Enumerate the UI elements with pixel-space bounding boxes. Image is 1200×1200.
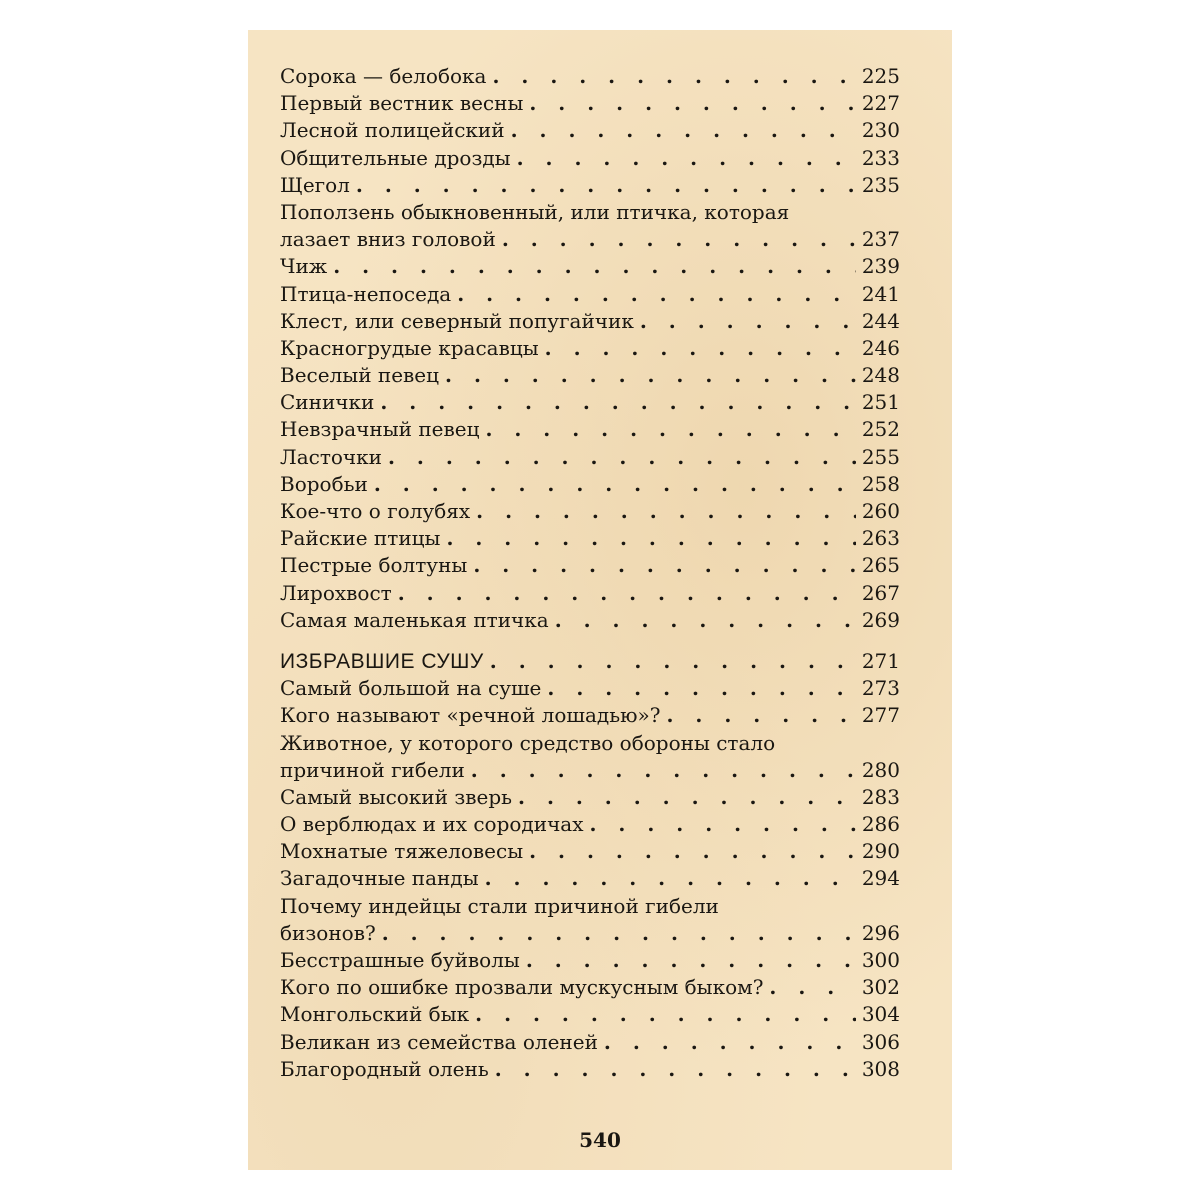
toc-entry — [280, 281, 900, 308]
toc-entry — [280, 784, 900, 811]
dot-leader — [529, 838, 856, 865]
toc-entry-page-number: 227 — [861, 91, 900, 116]
dot-leader — [590, 811, 856, 838]
dot-leader — [475, 1001, 856, 1028]
toc-entry-page-number: 248 — [861, 363, 900, 388]
toc-entry — [280, 893, 900, 920]
toc-entry — [280, 498, 900, 525]
toc-section-heading — [280, 648, 900, 675]
toc-entry-page-number: 246 — [861, 335, 900, 360]
dot-leader — [374, 471, 856, 498]
toc-entry-title: Самая маленькая птичка — [280, 607, 549, 632]
toc-entry-title: лазает вниз головой — [280, 227, 496, 252]
toc-entry — [280, 811, 900, 838]
toc-entry — [280, 525, 900, 552]
dot-leader — [445, 362, 856, 389]
toc-entry-page-number: 294 — [861, 866, 900, 891]
toc-entry — [280, 974, 900, 1001]
toc-entry-page-number: 258 — [861, 471, 900, 496]
toc-entry — [280, 389, 900, 416]
toc-entry-title: Почему индейцы стали причиной гибели — [280, 893, 719, 918]
toc-entry — [280, 552, 900, 579]
page-number: 540 — [579, 1128, 621, 1152]
dot-leader — [495, 1056, 856, 1083]
section-page-number: 271 — [861, 648, 900, 673]
toc-entry — [280, 580, 900, 607]
toc-entry-page-number: 302 — [861, 975, 900, 1000]
toc-entry-title: Ласточки — [280, 444, 382, 469]
toc-entry-page-number: 237 — [861, 227, 900, 252]
toc-entry — [280, 1001, 900, 1028]
dot-leader — [490, 648, 856, 675]
dot-leader — [380, 389, 855, 416]
dot-leader — [502, 226, 856, 253]
toc-entry-page-number: 265 — [861, 553, 900, 578]
toc-entry — [280, 199, 900, 226]
toc-entry-title: Бесстрашные буйволы — [280, 948, 520, 972]
toc-entry-title: Невзрачный певец — [280, 417, 480, 442]
dot-leader — [555, 607, 856, 634]
toc-entry-title: Кое-что о голубях — [280, 499, 471, 523]
toc-entry-page-number: 280 — [861, 757, 900, 782]
toc-entry — [280, 1029, 900, 1056]
toc-entry-page-number: 277 — [861, 703, 900, 728]
dot-leader — [356, 172, 856, 199]
dot-leader — [382, 920, 856, 947]
toc-entry-page-number: 233 — [861, 145, 900, 170]
toc-entry — [280, 63, 900, 90]
toc-entry-title: Монгольский бык — [280, 1002, 470, 1027]
toc-entry-page-number: 296 — [861, 920, 900, 945]
toc-entry-title: Клест, или северный попугайчик — [280, 308, 634, 333]
toc-entry-title: О верблюдах и их сородичах — [280, 812, 584, 837]
dot-leader — [511, 117, 856, 144]
toc-entry-title: Кого по ошибке прозвали мускусным быком? — [280, 975, 764, 1000]
dot-leader — [485, 416, 855, 443]
dot-leader — [485, 865, 856, 892]
toc-entry-page-number: 267 — [861, 580, 900, 605]
toc-entry-page-number: 225 — [861, 64, 900, 88]
toc-entry-title: Благородный олень — [280, 1056, 489, 1081]
dot-leader — [476, 498, 856, 525]
toc-entry-title: Загадочные панды — [280, 866, 479, 891]
toc-entry — [280, 730, 900, 757]
table-of-contents — [280, 63, 900, 1083]
toc-entry — [280, 947, 900, 974]
toc-entry — [280, 117, 900, 144]
toc-entry-title: Лесной полицейский — [280, 118, 505, 143]
dot-leader — [473, 552, 855, 579]
toc-entry-title: Райские птицы — [280, 526, 441, 551]
toc-entry — [280, 444, 900, 471]
toc-entry — [280, 607, 900, 634]
toc-entry — [280, 172, 900, 199]
dot-leader — [667, 702, 856, 729]
toc-entry — [280, 308, 900, 335]
dot-leader — [398, 580, 856, 607]
toc-entry — [280, 145, 900, 172]
dot-leader — [457, 281, 856, 308]
toc-entry-page-number: 304 — [861, 1002, 900, 1027]
toc-entry — [280, 757, 900, 784]
toc-entry-title: Первый вестник весны — [280, 91, 524, 116]
toc-entry-title: причиной гибели — [280, 757, 465, 782]
toc-entry — [280, 416, 900, 443]
toc-entry-page-number: 283 — [861, 784, 900, 809]
toc-entry — [280, 226, 900, 253]
toc-entry-page-number: 260 — [861, 499, 900, 523]
toc-entry-title: Лирохвост — [280, 580, 392, 605]
toc-entry — [280, 920, 900, 947]
toc-entry-page-number: 241 — [861, 281, 900, 306]
toc-entry-page-number: 251 — [861, 390, 900, 415]
toc-entry — [280, 865, 900, 892]
toc-entry-page-number: 244 — [861, 308, 900, 333]
toc-entry-title: Кого называют «речной лошадью»? — [280, 703, 661, 728]
toc-entry-page-number: 239 — [861, 254, 900, 279]
dot-leader — [547, 675, 855, 702]
toc-entry — [280, 838, 900, 865]
dot-leader — [333, 253, 856, 280]
toc-entry-page-number: 286 — [861, 812, 900, 837]
dot-leader — [529, 90, 855, 117]
toc-entry-title: Красногрудые красавцы — [280, 335, 539, 360]
toc-entry — [280, 1056, 900, 1083]
toc-entry-title: Поползень обыкновенный, или птичка, которая — [280, 199, 790, 224]
dot-leader — [640, 308, 856, 335]
toc-entry — [280, 702, 900, 729]
toc-entry-title: Чиж — [280, 254, 328, 279]
dot-leader — [471, 757, 856, 784]
dot-leader — [518, 784, 856, 811]
toc-entry-title: Сорока — белобока — [280, 64, 487, 88]
toc-group-birds — [280, 63, 900, 634]
toc-entry-page-number: 235 — [861, 172, 900, 197]
toc-entry-page-number: 255 — [861, 444, 900, 469]
toc-entry-title: Самый большой на суше — [280, 676, 542, 701]
toc-entry-page-number: 308 — [861, 1056, 900, 1081]
toc-entry-page-number: 263 — [861, 526, 900, 551]
toc-entry-title: Щегол — [280, 172, 350, 197]
toc-entry-page-number: 269 — [861, 607, 900, 632]
toc-entry-title: Воробьи — [280, 471, 368, 496]
toc-entry-title: Животное, у которого средство обороны стало — [280, 730, 776, 755]
toc-entry — [280, 335, 900, 362]
dot-leader — [604, 1029, 856, 1056]
dot-leader — [492, 63, 855, 90]
dot-leader — [545, 335, 856, 362]
toc-entry-page-number: 300 — [861, 948, 900, 972]
toc-entry-title: Самый высокий зверь — [280, 784, 513, 809]
toc-entry-title: Синички — [280, 390, 375, 415]
book-page — [248, 30, 952, 1170]
toc-entry-title: Великан из семейства оленей — [280, 1029, 598, 1054]
toc-entry — [280, 675, 900, 702]
section-title: ИЗБРАВШИЕ СУШУ — [280, 649, 484, 673]
dot-leader — [388, 444, 856, 471]
section-gap — [280, 634, 900, 648]
toc-entry — [280, 471, 900, 498]
toc-entry — [280, 253, 900, 280]
toc-group-land — [280, 675, 900, 1083]
toc-entry-page-number: 252 — [861, 417, 900, 442]
dot-leader — [769, 974, 855, 1001]
toc-entry — [280, 362, 900, 389]
toc-entry-page-number: 290 — [861, 839, 900, 864]
toc-entry-page-number: 230 — [861, 118, 900, 143]
dot-leader — [517, 145, 856, 172]
toc-entry-title: Пестрые болтуны — [280, 553, 468, 578]
toc-entry-title: Общительные дрозды — [280, 145, 511, 170]
toc-entry-title: Веселый певец — [280, 363, 440, 388]
toc-entry-page-number: 306 — [861, 1029, 900, 1054]
dot-leader — [446, 525, 855, 552]
toc-entry-page-number: 273 — [861, 676, 900, 701]
toc-entry-title: Птица-непоседа — [280, 281, 452, 306]
toc-entry-title: Мохнатые тяжеловесы — [280, 839, 524, 864]
toc-entry — [280, 90, 900, 117]
dot-leader — [526, 947, 856, 974]
toc-entry-title: бизонов? — [280, 920, 376, 945]
